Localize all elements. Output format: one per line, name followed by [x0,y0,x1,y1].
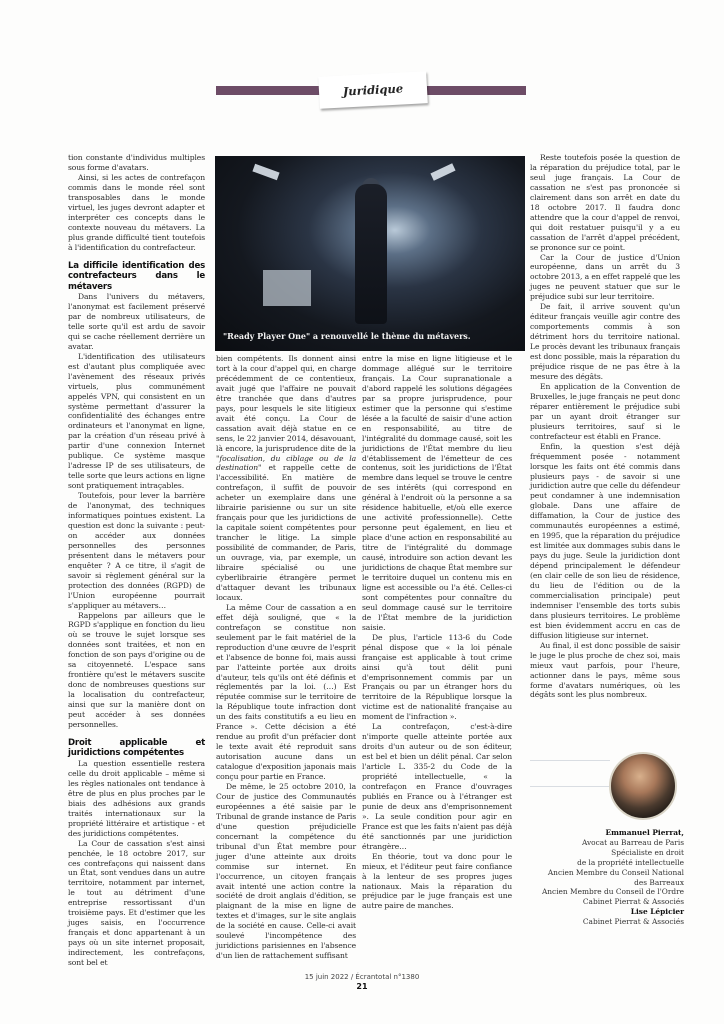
ceiling-light [252,164,279,180]
paragraph: De plus, l'article 113-6 du Code pénal dispose que « la loi pénale française est applicable à tout crime ainsi qu'à tout délit puni d'emprisonnement commis par un Français ou par un étranger hors du territoire de la République lorsque la victime est de nationalité française au moment de l'infraction ». [362,632,512,722]
bio-line: Avocat au Barreau de Paris [581,837,684,847]
article-column-4 [530,153,680,700]
paragraph: Enfin, la question s'est déjà fréquemment posée - notamment lorsque les faits ont été commis dans plusieurs pays - de savoir si une juridiction autre que celle du défendeur peut condamner à une indemnisation globale. Dans une affaire de diffamation, la Cour de justice des communautés européennes a estimé, en 1995, que la réparation du préjudice est limitée aux dommages subis dans le pays du juge. Seule la juridiction dont dépend principalement le défendeur (en clair celle de son lieu de résidence, du lieu de l'édition ou de la commercialisation principale) peut indemniser l'ensemble des torts subis dans plusieurs territoires. Le problème est bien évidemment accru en cas de diffusion litigieuse sur internet. [530,441,680,640]
bio-line: Ancien Membre du Conseil National [547,867,684,877]
divider [530,786,610,787]
paragraph: La contrefaçon, c'est-à-dire n'importe quelle atteinte portée aux droits d'un auteur ou de son éditeur, est bel et bien un délit pénal. Car selon l'article L. 335-2 du Code de la propriété intellectuelle, « la contrefaçon en France d'ouvrages publiés en France ou à l'étranger est punie de deux ans d'emprisonnement ». La seule condition pour agir en France est que les faits n'aient pas déjà été sanctionnés par une juridiction étrangère… [362,722,512,851]
paragraph: De fait, il arrive souvent qu'un éditeur français veuille agir contre des comportements commis à son détriment hors du territoire national. Le procès devant les tribunaux français est donc possible, mais la réparation du préjudice risque de ne pas être à la mesure des dégâts. [530,302,680,381]
paragraph: La même Cour de cassation a en effet déjà souligné, que « la contrefaçon se constitue non seulement par le fait matériel de la reproduction d'une œuvre de l'esprit et l'absence de bonne foi, mais aussi par l'atteinte portée aux droits d'auteur, tels qu'ils ont été définis et réglementés par la loi. (…) Est réputée commise sur le territoire de la République toute infraction dont un des faits constitutifs a eu lieu en France ». Cette décision a été rendue au profit d'un préfacier dont le texte avait été reproduit sans autorisation aucune dans un catalogue d'exposition japonais mais conçu pour partie en France. [216,602,356,782]
divider [530,760,610,761]
figure-body [355,184,387,324]
paragraph: bien compétents. Ils donnent ainsi tort à la cour d'appel qui, en charge précédemment de ce contentieux, avait jugé que l'affaire ne pouvait être tranchée que dans d'autres pays, pour lesquels le site litigieux avait été conçu. La Cour de cassation avait déjà statue en ce sens, le 22 janvier 2014, désavouant, là encore, la jurisprudence dite de la "focalisation, du ciblage ou de la destination" et rappelle cette de l'accessibilité. En matière de contrefaçon, il suffit de pouvoir acheter un exemplaire dans une librairie parisienne ou sur un site français pour que les juridictions de la capitale soient compétentes pour trancher le litige. La simple possibilité de commander, de Paris, un ouvrage, via, par exemple, un libraire spécialisé ou une cyberlibrairie étrangère permet d'attaquer devant les tribunaux locaux. [216,354,356,602]
subheading: La difficile identification des contrefacteurs dans le métavers [68,260,205,292]
photo-caption: "Ready Player One" a renouvellé le thème du métavers. [223,331,471,341]
paragraph: Ainsi, si les actes de contrefaçon commis dans le monde réel sont transposables dans le monde virtuel, les juges devront adapter et interpréter ces concepts dans le contexte nouveau du métavers. La plus grande difficulté tient toutefois à l'identification du contrefacteur. [68,172,205,252]
paragraph: La question essentielle restera celle du droit applicable – même si les règles nationales ont tendance à être de plus en plus proches par le biais des adhésions aux grands traités internationaux sur la propriété littéraire et artistique - et des juridictions compétentes. [68,758,205,838]
paragraph: Rappelons par ailleurs que le RGPD s'applique en fonction du lieu où se trouve le sujet lorsque ses données sont traitées, et non en fonction de son pays d'origine ou de sa citoyenneté. L'espace sans frontière qu'est le métavers suscite donc de nombreuses questions sur la localisation du contrefacteur, ainsi que sur la manière dont on peut accéder à ses données personnelles. [68,610,205,730]
paragraph: L'identification des utilisateurs est d'autant plus compliquée avec l'avènement des réseaux privés virtuels, plus communément appelés VPN, qui consistent en un système permettant d'assurer la confidentialité des échanges entre ordinateurs et l'anonymat en ligne, par la création d'un réseau privé à partir d'une connexion Internet publique. Ce système masque l'adresse IP de ses utilisateurs, de telle sorte que leurs actions en ligne sont pratiquement intraçables. [68,351,205,491]
crate [263,270,311,306]
paragraph: tion constante d'individus multiples sous forme d'avatars. [68,153,205,172]
bio-line: Ancien Membre du Conseil de l'Ordre [541,887,684,897]
paragraph: Car la Cour de justice d'Union européenne, dans un arrêt du 3 octobre 2013, a en effet rappelé que les juges ne peuvent statuer que sur le préjudice subi sur leur territoire. [530,252,681,302]
paragraph: Reste toutefois posée la question de la réparation du préjudice total, par le seul juge français. La Cour de cassation ne s'est pas prononcée si clairement dans son arrêt en date du 18 octobre 2017. Il faudra donc attendre que la cour d'appel de renvoi, qui doit restatuer puisqu'il y a eu cassation de l'arrêt d'appel précédent, se prononce sur ce point. [530,153,680,252]
subheading: Droit applicable et juridictions compétentes [68,737,205,759]
paragraph: Toutefois, pour lever la barrière de l'anonymat, des techniques informatiques pointues existent. La question est donc la suivante : peut-on accéder aux données personnelles des personnes présentent dans le métavers pour enquêter ? A ce titre, il s'agit de savoir si règlement général sur la protection des données (RGPD) de l'Union européenne pourrait s'appliquer au métavers… [68,491,205,610]
author-bio [542,828,684,927]
section-title: Juridique [342,81,404,99]
paragraph: En application de la Convention de Bruxelles, le juge français ne peut donc réparer entièrement le préjudice subi par un ayant droit étranger sur plusieurs territoires, sauf si le contrefacteur est établi en France. [530,381,680,441]
bio-line: des Barreaux [634,877,684,887]
bio-line: Cabinet Pierrat & Associés [582,917,684,927]
paragraph: entre la mise en ligne litigieuse et le dommage allégué sur le territoire français. La Cour supranationale a d'abord rappelé les solutions dégagées par sa propre jurisprudence, pour estimer que la personne qui s'estime lésée a la faculté de saisir d'une action en responsabilité, au titre de l'intégralité du dommage causé, soit les juridictions de l'État membre du lieu d'établissement de l'émetteur de ces contenus, soit les juridictions de l'État membre dans lequel se trouve le centre de ses intérêts (qui correspond en général à l'endroit où la personne a sa résidence habituelle, et/où elle exerce une activité professionnelle). Cette personne peut également, en lieu et place d'une action en responsabilité au titre de l'intégralité du dommage causé, introduire son action devant les juridictions de chaque État membre sur le territoire duquel un contenu mis en ligne est accessible ou l'a été. Celles-ci sont compétentes pour connaître du seul dommage causé sur le territoire de l'État membre de la juridiction saisie. [362,354,512,632]
article-column-1 [68,153,205,968]
author-portrait [609,752,677,820]
movie-still-photo [215,156,525,351]
bio-line: de la propriété intellectuelle [577,857,684,867]
article-column-3 [362,354,512,911]
bio-line: Cabinet Pierrat & Associés [582,897,684,907]
section-bar-right [427,86,526,95]
bio-line: Spécialiste en droit [611,847,684,857]
page-footer [0,973,724,991]
author-name: Lise Lépicier [630,907,684,917]
author-name: Emmanuel Pierrat, [605,828,684,837]
paragraph: Au final, il est donc possible de saisir le juge le plus proche de chez soi, mais mieux vaut parfois, pour l'heure, actionner dans le pays, même sous forme d'avatars numériques, où les dégâts sont les plus nombreux. [530,640,680,700]
paragraph: En théorie, tout va donc pour le mieux, et l'éditeur peut faire confiance à la lenteur de ses propres juges nationaux. Mais la réparation du préjudice par le juge français est une autre paire de manches. [362,851,512,911]
page-number: 21 [356,982,368,991]
issue-info: 15 juin 2022 / Écrantotal n°1380 [304,973,420,981]
paragraph: La Cour de cassation s'est ainsi penchée, le 18 octobre 2017, sur ces contrefaçons qui naissent dans un État, sont vendues dans un autre territoire, notamment par internet, le tout au détriment d'une entreprise ressortissant d'un troisième pays. Et d'estimer que les juges saisis, en l'occurrence français et donc appartenant à un pays où un site internet proposait, indirectement, les contrefaçons, sont bel et [68,838,205,968]
paragraph: Dans l'univers du métavers, l'anonymat est facilement préservé par de nombreux utilisateurs, de telle sorte qu'il est ardu de savoir qui se cache réellement derrière un avatar. [68,292,205,351]
section-bar-left [216,86,331,95]
ceiling-light [430,163,455,180]
paragraph: De même, le 25 octobre 2010, la Cour de justice des Communautés européennes a été saisie par le Tribunal de grande instance de Paris d'une question préjudicielle concernant la compétence du tribunal d'un État membre pour juger d'une atteinte aux droits commise sur internet. En l'occurrence, un citoyen français avait intenté une action contre la société de droit anglais d'édition, se plaignant de la mise en ligne de textes et d'images, sur le site anglais de la société en cause. Celle-ci avait soulevé l'incompétence des juridictions parisiennes en l'absence d'un lien de rattachement suffisant [216,781,356,961]
section-tag [318,71,428,109]
article-column-2 [216,354,356,961]
